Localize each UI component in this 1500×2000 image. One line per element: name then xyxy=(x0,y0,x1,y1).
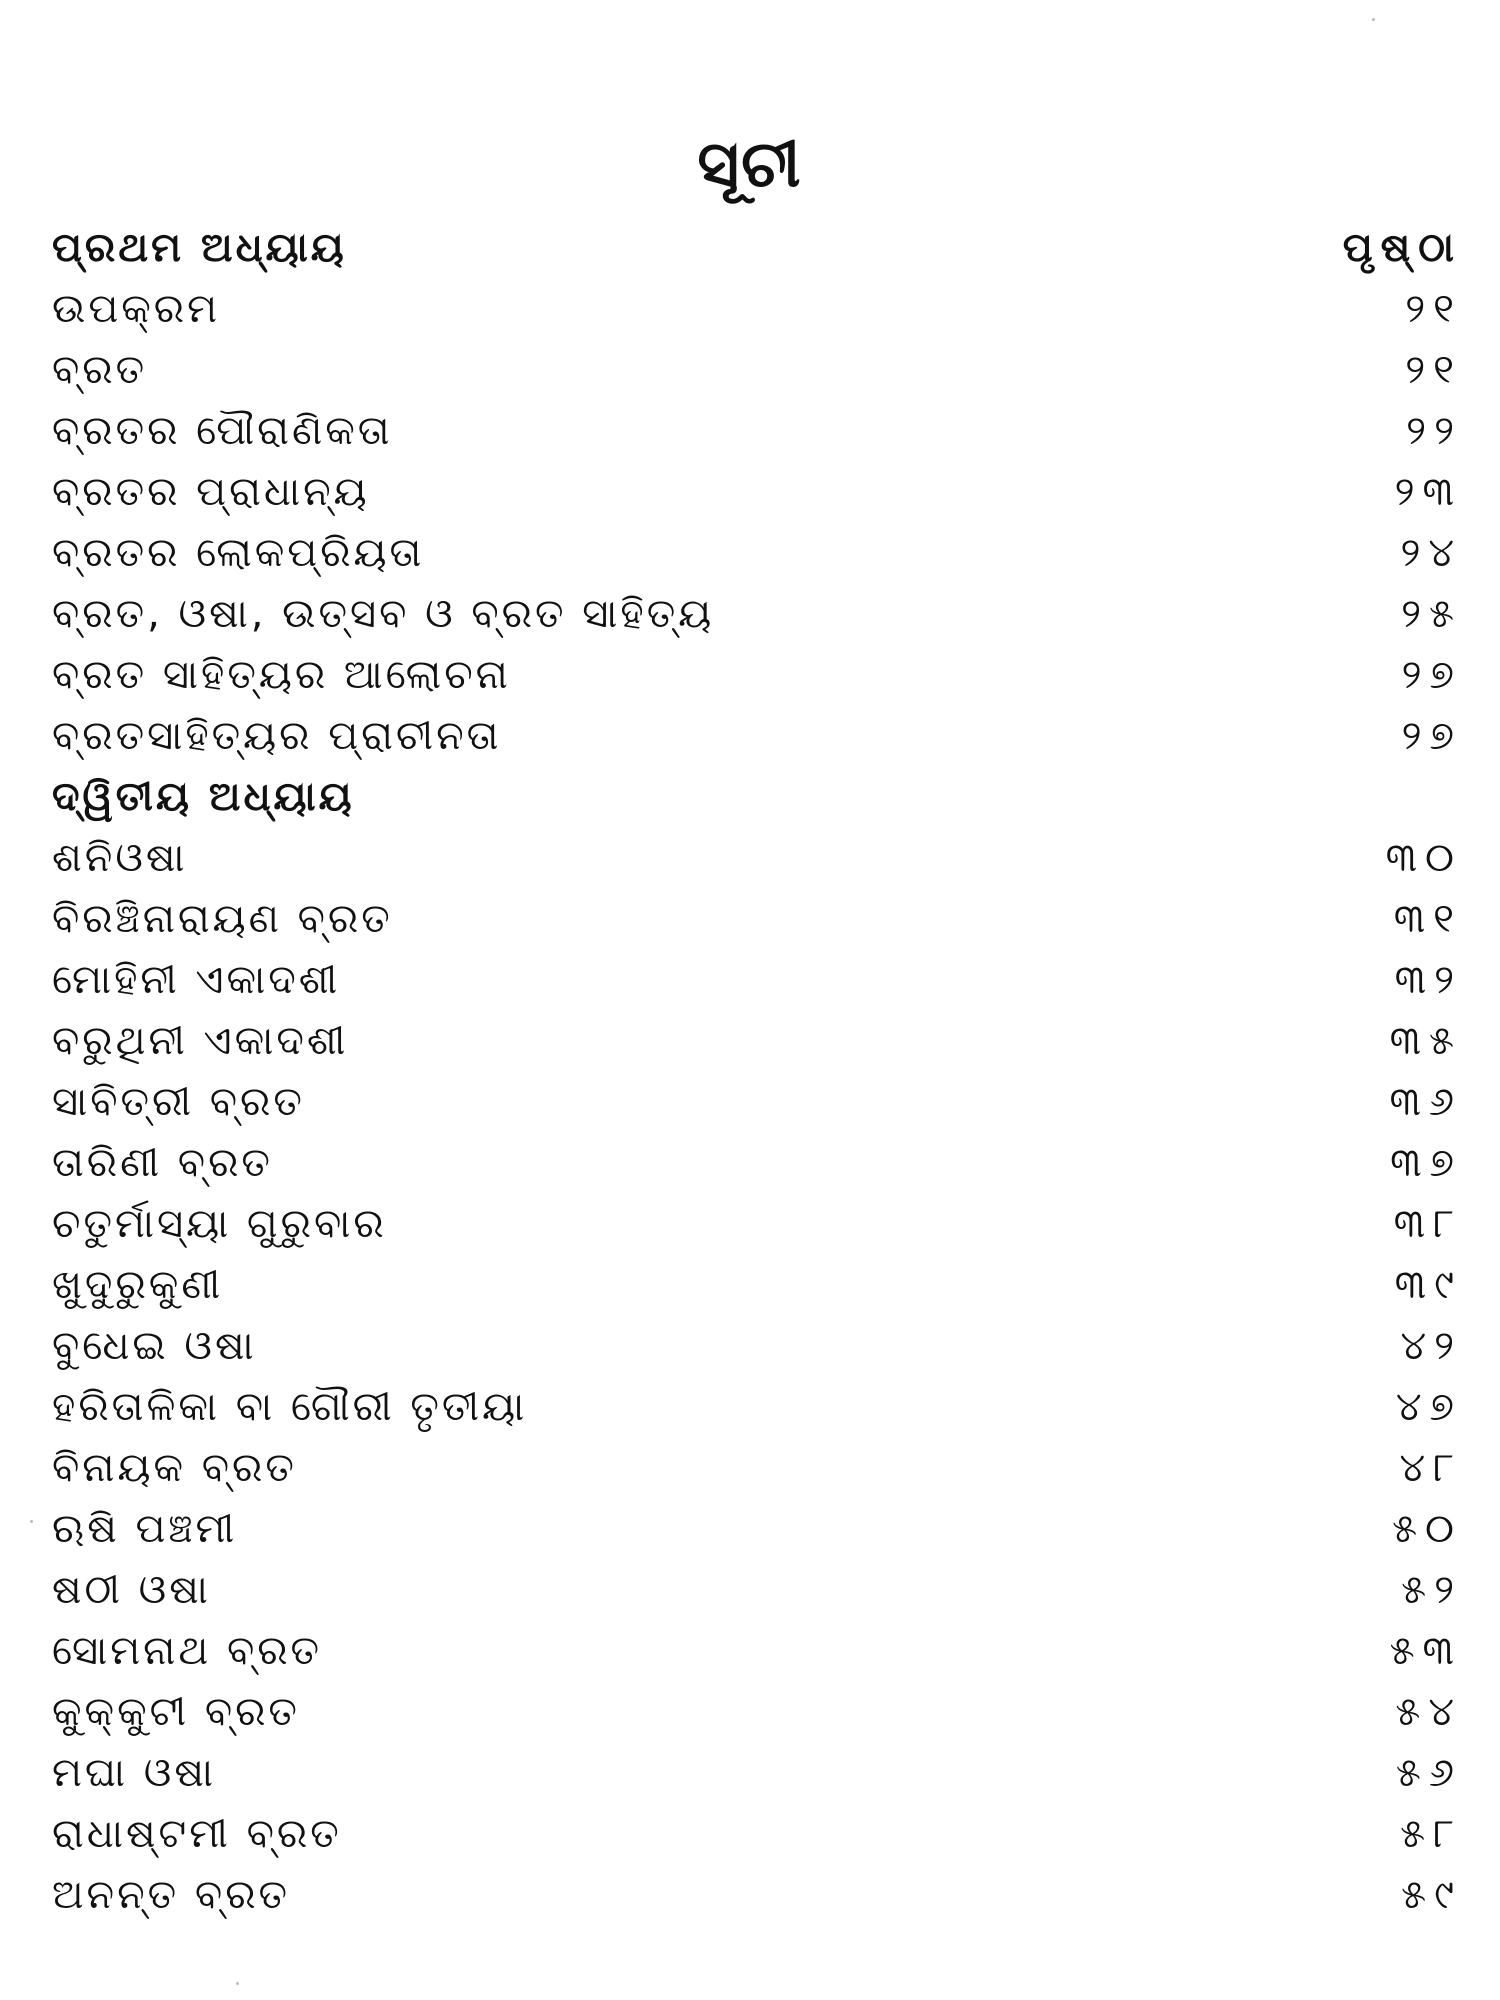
toc-entry-title: ତାରିଣୀ ବ୍ରତ xyxy=(52,1140,273,1186)
toc-entry-title: ସୋମନାଥ ବ୍ରତ xyxy=(52,1628,323,1674)
chapter1-heading: ପ୍ରଥମ ଅଧ୍ୟାୟ xyxy=(52,225,347,271)
toc-entry xyxy=(52,1804,1462,1865)
toc-entry xyxy=(52,462,1462,523)
toc-entry-title: ଷଠୀ ଓଷା xyxy=(52,1567,211,1613)
toc-entry-title: ବ୍ରତ xyxy=(52,347,148,393)
toc-entry-page: ୫୯ xyxy=(1401,1872,1462,1918)
toc-entry xyxy=(52,1560,1462,1621)
toc-entry-title: ରାଧାଷ୍ଟମୀ ବ୍ରତ xyxy=(52,1811,342,1857)
toc-entry xyxy=(52,1377,1462,1438)
toc-entry xyxy=(52,645,1462,706)
toc-entry xyxy=(52,523,1462,584)
toc-entry-title: ବିନାୟକ ବ୍ରତ xyxy=(52,1445,297,1491)
toc-entry-title: ଅନନ୍ତ ବ୍ରତ xyxy=(52,1872,291,1918)
toc-entry-page: ୨୧ xyxy=(1405,286,1462,332)
toc-entry-page: ୩୬ xyxy=(1389,1079,1462,1125)
toc-entry-title: ମୋହିନୀ ଏକାଦଶୀ xyxy=(52,957,341,1003)
toc-entry-page: ୫୮ xyxy=(1400,1811,1462,1857)
toc-entry-title: ବୁଧେଇ ଓଷା xyxy=(52,1323,257,1369)
table-of-contents xyxy=(52,218,1462,1926)
toc-entry xyxy=(52,706,1462,767)
toc-entry-title: ମଘା ଓଷା xyxy=(52,1750,216,1796)
toc-entry-page: ୩୦ xyxy=(1385,835,1462,881)
toc-entry-page: ୫୩ xyxy=(1389,1628,1462,1674)
toc-entry xyxy=(52,1255,1462,1316)
toc-entry-title: ବ୍ରତ, ଓଷା, ଉତ୍ସବ ଓ ବ୍ରତ ସାହିତ୍ୟ xyxy=(52,591,715,637)
toc-entry-page: ୩୫ xyxy=(1389,1018,1462,1064)
scan-speck xyxy=(236,1982,239,1985)
toc-entry xyxy=(52,1499,1462,1560)
toc-entry xyxy=(52,279,1462,340)
toc-entry-title: ବରୁଥିନୀ ଏକାଦଶୀ xyxy=(52,1018,349,1064)
toc-entry xyxy=(52,950,1462,1011)
scan-speck xyxy=(30,1520,33,1523)
toc-entry-title: ବ୍ରତସାହିତ୍ୟର ପ୍ରାଚୀନତା xyxy=(52,713,502,759)
toc-entry-title: କୁକ୍‌କୁଟୀ ବ୍ରତ xyxy=(52,1689,300,1735)
toc-entry xyxy=(52,1682,1462,1743)
toc-entry-title: ବ୍ରତର ପ୍ରାଧାନ୍ୟ xyxy=(52,469,370,515)
toc-entry-page: ୨୫ xyxy=(1401,591,1462,637)
toc-entry-page: ୨୪ xyxy=(1400,530,1462,576)
toc-entry xyxy=(52,1316,1462,1377)
toc-entry-title: ଋଷି ପଞ୍ଚମୀ xyxy=(52,1506,238,1552)
toc-entry-page: ୨୭ xyxy=(1401,652,1462,698)
toc-entry-title: ଶନିଓଷା xyxy=(52,835,188,881)
toc-entry-page: ୩୭ xyxy=(1390,1140,1462,1186)
toc-entry xyxy=(52,828,1462,889)
toc-entry-page: ୨୭ xyxy=(1401,713,1462,759)
toc-entry-page: ୩୨ xyxy=(1394,957,1462,1003)
toc-entry-page: ୪୨ xyxy=(1400,1323,1462,1369)
toc-entry-title: ଖୁଦୁରୁକୁଣୀ xyxy=(52,1262,224,1308)
toc-entry-title: ଚତୁର୍ମାସ୍ୟା ଗୁରୁବାର xyxy=(52,1201,387,1247)
chapter1-list xyxy=(52,279,1462,767)
toc-entry-page: ୪୭ xyxy=(1395,1384,1462,1430)
scan-speck xyxy=(1372,18,1375,21)
toc-entry xyxy=(52,1621,1462,1682)
toc-entry xyxy=(52,1743,1462,1804)
toc-entry-title: ଉପକ୍ରମ xyxy=(52,286,221,332)
chapter2-heading: ଦ୍ୱିତୀୟ ଅଧ୍ୟାୟ xyxy=(52,774,355,820)
toc-entry xyxy=(52,1865,1462,1926)
toc-entry xyxy=(52,1011,1462,1072)
toc-entry-page: ୨୧ xyxy=(1405,347,1462,393)
toc-entry-title: ବିରଞ୍ଚିନାରାୟଣ ବ୍ରତ xyxy=(52,896,393,942)
toc-entry-page: ୫୬ xyxy=(1395,1750,1462,1796)
page-title: ସୂଚୀ xyxy=(697,128,803,202)
toc-entry-title: ସାବିତ୍ରୀ ବ୍ରତ xyxy=(52,1079,305,1125)
toc-entry xyxy=(52,889,1462,950)
toc-entry-page: ୫୦ xyxy=(1392,1506,1462,1552)
toc-entry-page: ୫୨ xyxy=(1401,1567,1462,1613)
toc-entry-title: ବ୍ରତର ଲୋକପ୍ରିୟତା xyxy=(52,530,425,576)
toc-entry xyxy=(52,1133,1462,1194)
toc-entry-title: ହରିତାଳିକା ବା ଗୌରୀ ତୃତୀୟା xyxy=(52,1384,528,1430)
toc-entry xyxy=(52,401,1462,462)
page-column-heading: ପୃଷ୍ଠା xyxy=(1342,225,1462,271)
toc-entry xyxy=(52,584,1462,645)
toc-entry-page: ୨୩ xyxy=(1394,469,1462,515)
toc-entry xyxy=(52,1438,1462,1499)
chapter2-heading-row xyxy=(52,767,1462,828)
toc-entry-page: ୩୮ xyxy=(1393,1201,1462,1247)
toc-entry-title: ବ୍ରତ ସାହିତ୍ୟର ଆଲୋଚନା xyxy=(52,652,511,698)
toc-entry xyxy=(52,1072,1462,1133)
toc-entry-page: ୫୪ xyxy=(1395,1689,1462,1735)
toc-entry-page: ୪୮ xyxy=(1399,1445,1462,1491)
toc-entry xyxy=(52,1194,1462,1255)
chapter1-heading-row xyxy=(52,218,1462,279)
toc-entry-page: ୨୨ xyxy=(1406,408,1462,454)
toc-entry-page: ୩୧ xyxy=(1393,896,1462,942)
toc-entry-title: ବ୍ରତର ପୌରାଣିକତା xyxy=(52,408,393,454)
chapter2-list xyxy=(52,828,1462,1926)
toc-entry-page: ୩୯ xyxy=(1394,1262,1462,1308)
toc-entry xyxy=(52,340,1462,401)
